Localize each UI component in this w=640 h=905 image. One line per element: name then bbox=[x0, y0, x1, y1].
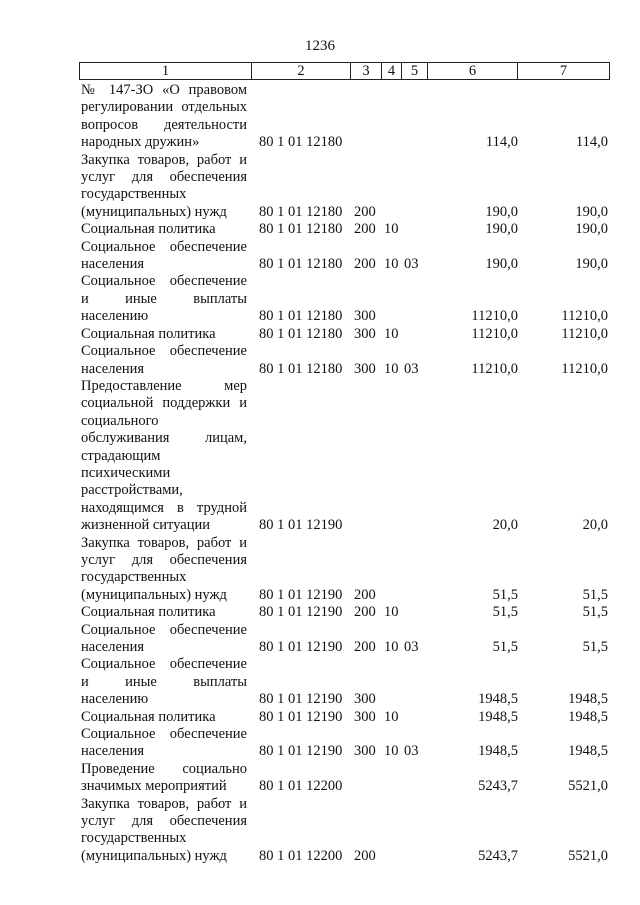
section-code: 10 bbox=[384, 256, 399, 273]
subsection-code: 03 bbox=[404, 256, 419, 273]
amount-year-1: 51,5 bbox=[492, 586, 518, 603]
expense-type-code: 300 bbox=[354, 691, 376, 708]
table-row bbox=[0, 604, 640, 621]
amount-year-1: 20,0 bbox=[492, 517, 518, 534]
amount-year-2: 1948,5 bbox=[568, 743, 608, 760]
amount-year-2: 11210,0 bbox=[561, 308, 608, 325]
table-row bbox=[0, 326, 640, 343]
target-code: 80 1 01 12190 bbox=[259, 517, 343, 534]
target-code: 80 1 01 12190 bbox=[259, 743, 343, 760]
amount-year-2: 5521,0 bbox=[568, 847, 608, 864]
table-row bbox=[0, 535, 640, 605]
column-header-3: 3 bbox=[351, 63, 382, 79]
amount-year-1: 5243,7 bbox=[478, 847, 518, 864]
row-description: Закупка товаров, работ и услуг для обеспечения государственных (муниципальных) нужд bbox=[81, 151, 247, 220]
amount-year-2: 51,5 bbox=[582, 586, 608, 603]
row-description: Закупка товаров, работ и услуг для обеспечения государственных (муниципальных) нужд bbox=[81, 534, 247, 603]
table-row bbox=[0, 82, 640, 152]
target-code: 80 1 01 12180 bbox=[259, 203, 343, 220]
table-row bbox=[0, 378, 640, 535]
table-row bbox=[0, 239, 640, 274]
page-number: 1236 bbox=[305, 38, 335, 54]
amount-year-1: 1948,5 bbox=[478, 708, 518, 725]
amount-year-1: 190,0 bbox=[485, 203, 518, 220]
section-code: 10 bbox=[384, 639, 399, 655]
amount-year-1: 114,0 bbox=[485, 134, 518, 151]
amount-year-2: 1948,5 bbox=[568, 708, 608, 725]
amount-year-2: 5521,0 bbox=[568, 778, 608, 795]
amount-year-1: 51,5 bbox=[492, 639, 518, 655]
amount-year-1: 1948,5 bbox=[478, 691, 518, 708]
column-header-7: 7 bbox=[559, 63, 568, 79]
target-code: 80 1 01 12190 bbox=[259, 604, 343, 621]
target-code: 80 1 01 12190 bbox=[259, 691, 343, 708]
amount-year-1: 51,5 bbox=[492, 604, 518, 621]
table-row bbox=[0, 796, 640, 866]
expense-type-code: 200 bbox=[354, 221, 376, 238]
amount-year-1: 11210,0 bbox=[471, 308, 518, 325]
subsection-code: 03 bbox=[404, 360, 419, 377]
section-code: 10 bbox=[384, 325, 399, 342]
row-description: Проведение социально значимых мероприятий bbox=[81, 760, 247, 795]
row-description: Социальное обеспечение населения bbox=[81, 343, 247, 377]
amount-year-1: 5243,7 bbox=[478, 778, 518, 795]
row-description: Социальное обеспечение населения bbox=[81, 621, 247, 655]
amount-year-2: 20,0 bbox=[582, 517, 608, 534]
row-description: Социальное обеспечение и иные выплаты населению bbox=[81, 656, 247, 708]
amount-year-1: 11210,0 bbox=[471, 325, 518, 342]
amount-year-2: 51,5 bbox=[582, 604, 608, 621]
expense-type-code: 300 bbox=[354, 308, 376, 325]
section-code: 10 bbox=[384, 708, 399, 725]
table-row bbox=[0, 622, 640, 657]
expense-type-code: 200 bbox=[354, 847, 376, 864]
row-description: Социальная политика bbox=[81, 604, 216, 621]
expense-type-code: 200 bbox=[354, 604, 376, 621]
table-row bbox=[0, 221, 640, 238]
amount-year-2: 11210,0 bbox=[561, 325, 608, 342]
row-description: Социальное обеспечение населения bbox=[81, 238, 247, 273]
amount-year-2: 190,0 bbox=[575, 203, 608, 220]
column-header-5: 5 bbox=[402, 63, 428, 79]
expense-type-code: 300 bbox=[354, 743, 376, 760]
amount-year-2: 114,0 bbox=[575, 134, 608, 151]
target-code: 80 1 01 12180 bbox=[259, 325, 343, 342]
row-description: Социальная политика bbox=[81, 325, 216, 342]
row-description: Социальное обеспечение населения bbox=[81, 726, 247, 760]
expense-type-code: 200 bbox=[354, 256, 376, 273]
column-header-4: 4 bbox=[382, 63, 402, 79]
subsection-code: 03 bbox=[404, 639, 419, 655]
table-header bbox=[79, 62, 610, 80]
table-row bbox=[0, 343, 640, 378]
section-code: 10 bbox=[384, 604, 399, 621]
expense-type-code: 200 bbox=[354, 639, 376, 655]
target-code: 80 1 01 12190 bbox=[259, 586, 343, 603]
target-code: 80 1 01 12180 bbox=[259, 134, 343, 151]
table-row bbox=[0, 656, 640, 708]
expense-type-code: 200 bbox=[354, 203, 376, 220]
row-description: Социальное обеспечение и иные выплаты населению bbox=[81, 273, 247, 325]
target-code: 80 1 01 12200 bbox=[259, 847, 343, 864]
row-description: Социальная политика bbox=[81, 708, 216, 725]
target-code: 80 1 01 12180 bbox=[259, 360, 343, 377]
amount-year-1: 1948,5 bbox=[478, 743, 518, 760]
expense-type-code: 300 bbox=[354, 360, 376, 377]
amount-year-1: 190,0 bbox=[485, 256, 518, 273]
target-code: 80 1 01 12190 bbox=[259, 708, 343, 725]
target-code: 80 1 01 12180 bbox=[259, 308, 343, 325]
amount-year-2: 51,5 bbox=[582, 639, 608, 655]
section-code: 10 bbox=[384, 360, 399, 377]
column-header-1: 1 bbox=[80, 63, 252, 79]
amount-year-2: 1948,5 bbox=[568, 691, 608, 708]
amount-year-1: 190,0 bbox=[485, 221, 518, 238]
row-description: Социальная политика bbox=[81, 221, 216, 238]
section-code: 10 bbox=[384, 221, 399, 238]
column-header-6: 6 bbox=[428, 63, 518, 79]
table-row bbox=[0, 709, 640, 726]
target-code: 80 1 01 12190 bbox=[259, 639, 343, 655]
table-row bbox=[0, 761, 640, 796]
row-description: № 147-ЗО «О правовом регулировании отдельных вопросов деятельности народных дружин» bbox=[81, 82, 247, 151]
section-code: 10 bbox=[384, 743, 399, 760]
target-code: 80 1 01 12180 bbox=[259, 221, 343, 238]
amount-year-2: 190,0 bbox=[575, 256, 608, 273]
subsection-code: 03 bbox=[404, 743, 419, 760]
amount-year-1: 11210,0 bbox=[471, 360, 518, 377]
expense-type-code: 200 bbox=[354, 586, 376, 603]
table-row bbox=[0, 726, 640, 761]
row-description: Предоставление мер социальной поддержки и социального обслуживания лицам, страдающим психическими расстройствами, находящимся в трудной жизненной ситуации bbox=[81, 377, 247, 534]
amount-year-2: 11210,0 bbox=[561, 360, 608, 377]
expense-type-code: 300 bbox=[354, 708, 376, 725]
column-header-2: 2 bbox=[252, 63, 351, 79]
table-row bbox=[0, 273, 640, 325]
row-description: Закупка товаров, работ и услуг для обеспечения государственных (муниципальных) нужд bbox=[81, 795, 247, 864]
target-code: 80 1 01 12180 bbox=[259, 256, 343, 273]
expense-type-code: 300 bbox=[354, 325, 376, 342]
table-row bbox=[0, 152, 640, 222]
target-code: 80 1 01 12200 bbox=[259, 778, 343, 795]
amount-year-2: 190,0 bbox=[575, 221, 608, 238]
budget-table-body bbox=[0, 82, 640, 865]
